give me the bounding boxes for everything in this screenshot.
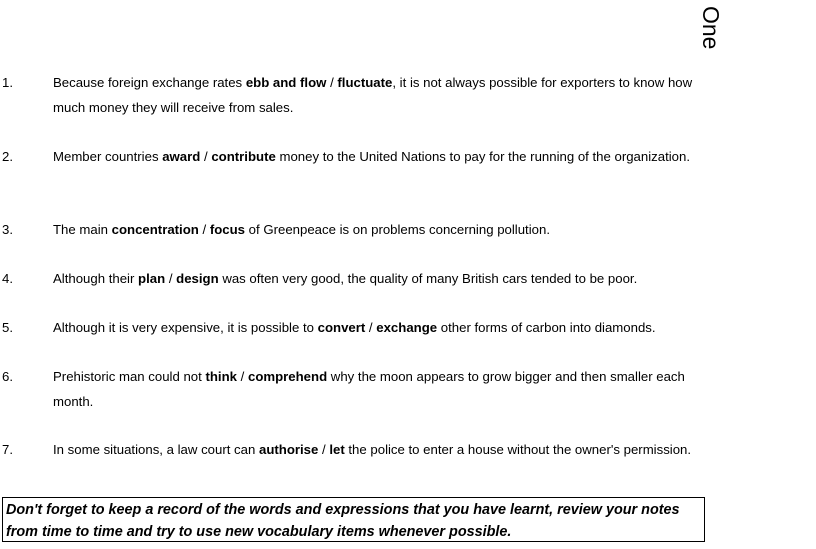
item-number: 6. <box>2 369 13 384</box>
item-number: 3. <box>2 222 13 237</box>
item-text-before: The main <box>53 222 112 237</box>
item-number: 5. <box>2 320 13 335</box>
option-2: comprehend <box>247 369 328 384</box>
item-text <box>53 438 718 463</box>
option-1: concentration <box>111 222 199 237</box>
option-1: convert <box>317 320 366 335</box>
option-separator: / <box>326 75 338 90</box>
option-1: plan <box>138 271 166 286</box>
reminder-note-box: Don't forget to keep a record of the words and expressions that you have learnt, review your notes from time to time and try to use new vocabulary items whenever possible. <box>2 497 705 542</box>
item-text-before: Although it is very expensive, it is possible to <box>53 320 318 335</box>
option-1: think <box>205 369 237 384</box>
option-separator: / <box>236 369 248 384</box>
item-text-after: why the moon appears to grow bigger and then smaller each month. <box>53 369 685 409</box>
option-separator: / <box>318 442 330 457</box>
item-number: 7. <box>2 442 13 457</box>
item-text <box>53 267 718 292</box>
option-1: authorise <box>258 442 319 457</box>
option-2: contribute <box>211 149 276 164</box>
item-text-after: of Greenpeace is on problems concerning pollution. <box>245 222 550 237</box>
item-text-after: was often very good, the quality of many British cars tended to be poor. <box>218 271 638 286</box>
option-1: ebb and flow <box>245 75 327 90</box>
option-separator: / <box>200 149 212 164</box>
item-text-before: Prehistoric man could not <box>53 369 206 384</box>
option-separator: / <box>165 271 177 286</box>
item-text-before: Because foreign exchange rates <box>53 75 246 90</box>
item-text <box>53 218 718 243</box>
option-2: focus <box>209 222 246 237</box>
option-separator: / <box>198 222 210 237</box>
item-text-after: money to the United Nations to pay for the running of the organization. <box>275 149 691 164</box>
item-number: 1. <box>2 75 13 90</box>
option-2: let <box>329 442 345 457</box>
item-text-before: In some situations, a law court can <box>53 442 259 457</box>
item-text-before: Although their <box>53 271 139 286</box>
item-number: 4. <box>2 271 13 286</box>
item-text-after: the police to enter a house without the owner's permission. <box>344 442 692 457</box>
option-1: award <box>162 149 201 164</box>
item-text-after: other forms of carbon into diamonds. <box>437 320 656 335</box>
item-text <box>53 145 718 170</box>
side-heading: One <box>698 6 724 50</box>
item-text-after: , it is not always possible for exporters to know how much money they will receive from sales. <box>53 75 693 115</box>
option-2: design <box>176 271 219 286</box>
option-separator: / <box>365 320 377 335</box>
item-number: 2. <box>2 149 13 164</box>
option-2: fluctuate <box>337 75 393 90</box>
item-text <box>53 316 718 341</box>
option-2: exchange <box>376 320 438 335</box>
item-text-before: Member countries <box>53 149 163 164</box>
item-text <box>53 71 718 120</box>
item-text <box>53 365 718 414</box>
